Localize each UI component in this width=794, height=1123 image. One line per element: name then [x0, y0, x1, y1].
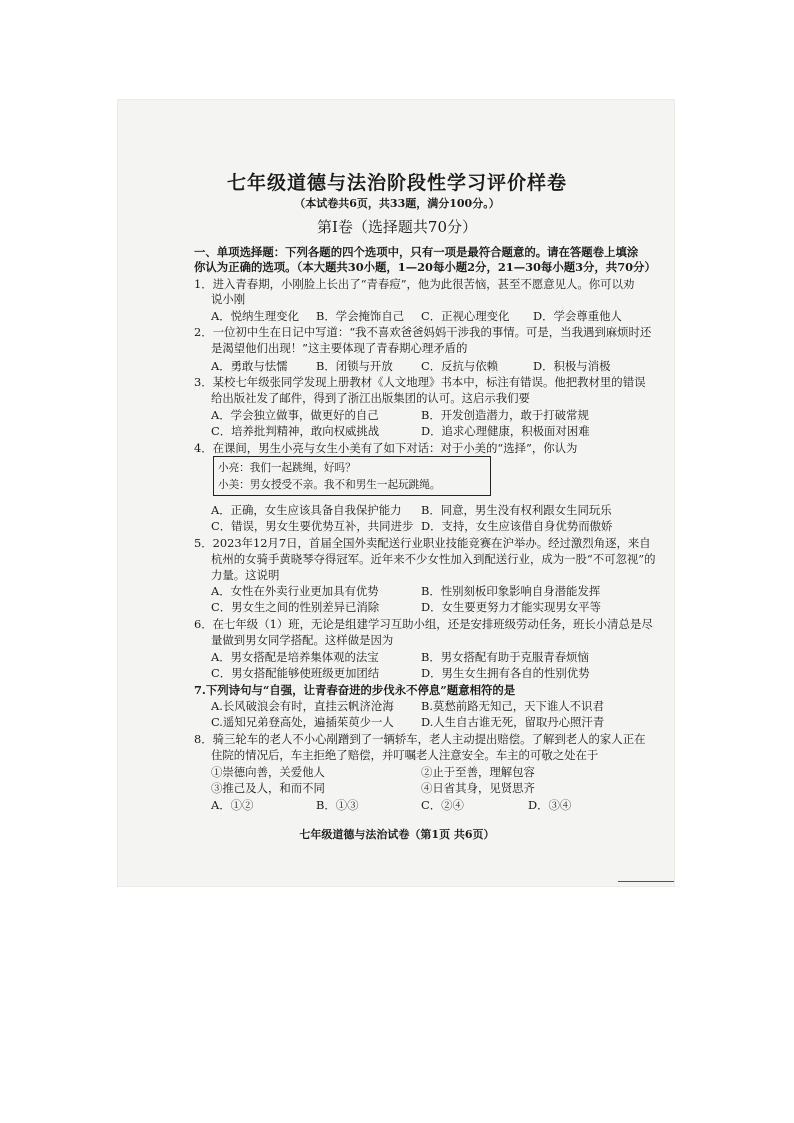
q6-option-d: D．男生女生拥有各自的性别优势: [421, 666, 590, 680]
q3-stem-line-1: 3．某校七年级张同学发现上册教材《人文地理》书本中，标注有错误。他把教材里的错误: [194, 375, 646, 389]
q1-option-c: C．正视心理变化: [421, 309, 510, 323]
page-footer: 七年级道德与法治试卷（第1页 共6页）: [299, 828, 495, 841]
q5-option-d: D．女生要更努力才能实现男女平等: [421, 600, 601, 614]
q8-stem-line-2: 住院的情况后，车主拒绝了赔偿，并叮嘱老人注意安全。车主的可敬之处在于: [211, 748, 599, 762]
q2-option-a: A．勇敢与怯懦: [211, 359, 288, 373]
q4-stem-line-1: 4．在课间，男生小亮与女生小美有了如下对话：对于小美的“选择”，你认为: [194, 441, 578, 455]
scan-edge-line: [618, 881, 674, 882]
q1-option-b: B．学会掩饰自己: [316, 309, 405, 323]
q8-option-d: D．③④: [528, 798, 572, 812]
q6-option-b: B．男女搭配有助于克服青春烦恼: [421, 650, 589, 664]
q2-option-c: C．反抗与依赖: [421, 359, 499, 373]
q4-option-a: A．正确，女生应该具备自我保护能力: [211, 503, 402, 517]
q6-stem-line-2: 量做到男女同学搭配。这样做是因为: [211, 633, 394, 647]
q2-option-b: B．闭锁与开放: [316, 359, 393, 373]
q3-option-b: B．开发创造潜力，敢于打破常规: [421, 408, 589, 422]
q8-item-3: ③推己及人，和而不同: [211, 781, 325, 795]
q7-option-d: D.人生自古谁无死，留取丹心照汗青: [421, 715, 605, 729]
q5-option-c: C．男女生之间的性别差异已消除: [211, 600, 380, 614]
q8-item-4: ④日省其身，见贤思齐: [421, 781, 535, 795]
exam-subtitle: （本试卷共6页，共33题，满分100分。）: [294, 197, 500, 210]
q2-stem-line-1: 2．一位初中生在日记中写道：“我不喜欢爸爸妈妈干涉我的事情。可是，当我遇到麻烦时还: [194, 325, 652, 339]
q5-option-a: A．女性在外卖行业更加具有优势: [211, 584, 379, 598]
dialogue-line-2: 小美：男女授受不亲。我不和男生一起玩跳绳。: [218, 479, 441, 491]
q6-option-c: C．男女搭配能够使班级更加团结: [211, 666, 380, 680]
q8-option-b: B．①③: [316, 798, 359, 812]
q7-option-a: A.长风破浪会有时，直挂云帆济沧海: [211, 699, 394, 713]
q7-option-c: C.遥知兄弟登高处，遍插茱萸少一人: [211, 715, 394, 729]
q4-option-c: C．错误，男女生要优势互补，共同进步: [211, 519, 414, 533]
q5-stem-line-1: 5．2023年12月7日，首届全国外卖配送行业职业技能竞赛在沪举办。经过激烈角逐，来自: [194, 536, 651, 550]
q5-option-b: B．性别刻板印象影响自身潜能发挥: [421, 584, 601, 598]
q3-option-d: D．追求心理健康，积极面对困难: [421, 424, 590, 438]
q1-stem-line-2: 说小刚: [211, 292, 246, 306]
q8-item-2: ②止于至善，理解包容: [421, 765, 535, 779]
q7-option-b: B.莫愁前路无知己，天下谁人不识君: [421, 699, 604, 713]
dialogue-line-1: 小亮：我们一起跳绳，好吗？: [218, 462, 356, 474]
q3-option-a: A．学会独立做事，做更好的自己: [211, 408, 379, 422]
q4-option-b: B．同意，男生没有权利跟女生同玩乐: [421, 503, 612, 517]
q5-stem-line-2: 杭州的女骑手黄晓琴夺得冠军。近年来不少女性加入到配送行业，成为一股“不可忽视”的: [211, 552, 656, 566]
q1-option-a: A．悦纳生理变化: [211, 309, 299, 323]
q2-option-d: D．积极与消极: [533, 359, 611, 373]
q6-option-a: A．男女搭配是培养集体观的法宝: [211, 650, 379, 664]
q3-stem-line-2: 给出版社发了邮件，得到了浙江出版集团的认可。这启示我们要: [211, 391, 530, 405]
q3-option-c: C．培养批判精神，敢向权威挑战: [211, 424, 380, 438]
q2-stem-line-2: 是渴望他们出现！”这主要体现了青春期心理矛盾的: [211, 341, 468, 355]
q8-option-c: C．②④: [421, 798, 464, 812]
exam-title: 七年级道德与法治阶段性学习评价样卷: [226, 172, 567, 194]
q8-option-a: A．①②: [211, 798, 254, 812]
q8-item-1: ①崇德向善，关爱他人: [211, 765, 325, 779]
q1-stem-line-1: 1．进入青春期，小刚脸上长出了“青春痘”，他为此很苦恼，甚至不愿意见人。你可以劝: [194, 277, 635, 291]
q4-option-d: D．支持，女生应该借自身优势而傲娇: [421, 519, 613, 533]
instructions-line-2: 你认为正确的选项。（本大题共30小题，1—20每小题2分，21—30每小题3分，共70分）: [194, 260, 656, 274]
instructions-line-1: 一、单项选择题：下列各题的四个选项中，只有一项是最符合题意的。请在答题卷上填涂: [194, 245, 639, 259]
q5-stem-line-3: 力量。这说明: [211, 568, 280, 582]
section-title: 第Ⅰ卷（选择题共70分）: [316, 218, 477, 236]
q6-stem-line-1: 6．在七年级（1）班，无论是组建学习互助小组，还是安排班级劳动任务，班长小清总是尽: [194, 617, 653, 631]
q7-stem-line-1: 7.下列诗句与“自强，让青春奋进的步伐永不停息”题意相符的是: [194, 683, 516, 697]
q8-stem-line-1: 8．骑三轮车的老人不小心剐蹭到了一辆轿车，老人主动提出赔偿。了解到老人的家人正在: [194, 732, 646, 746]
q1-option-d: D．学会尊重他人: [533, 309, 622, 323]
